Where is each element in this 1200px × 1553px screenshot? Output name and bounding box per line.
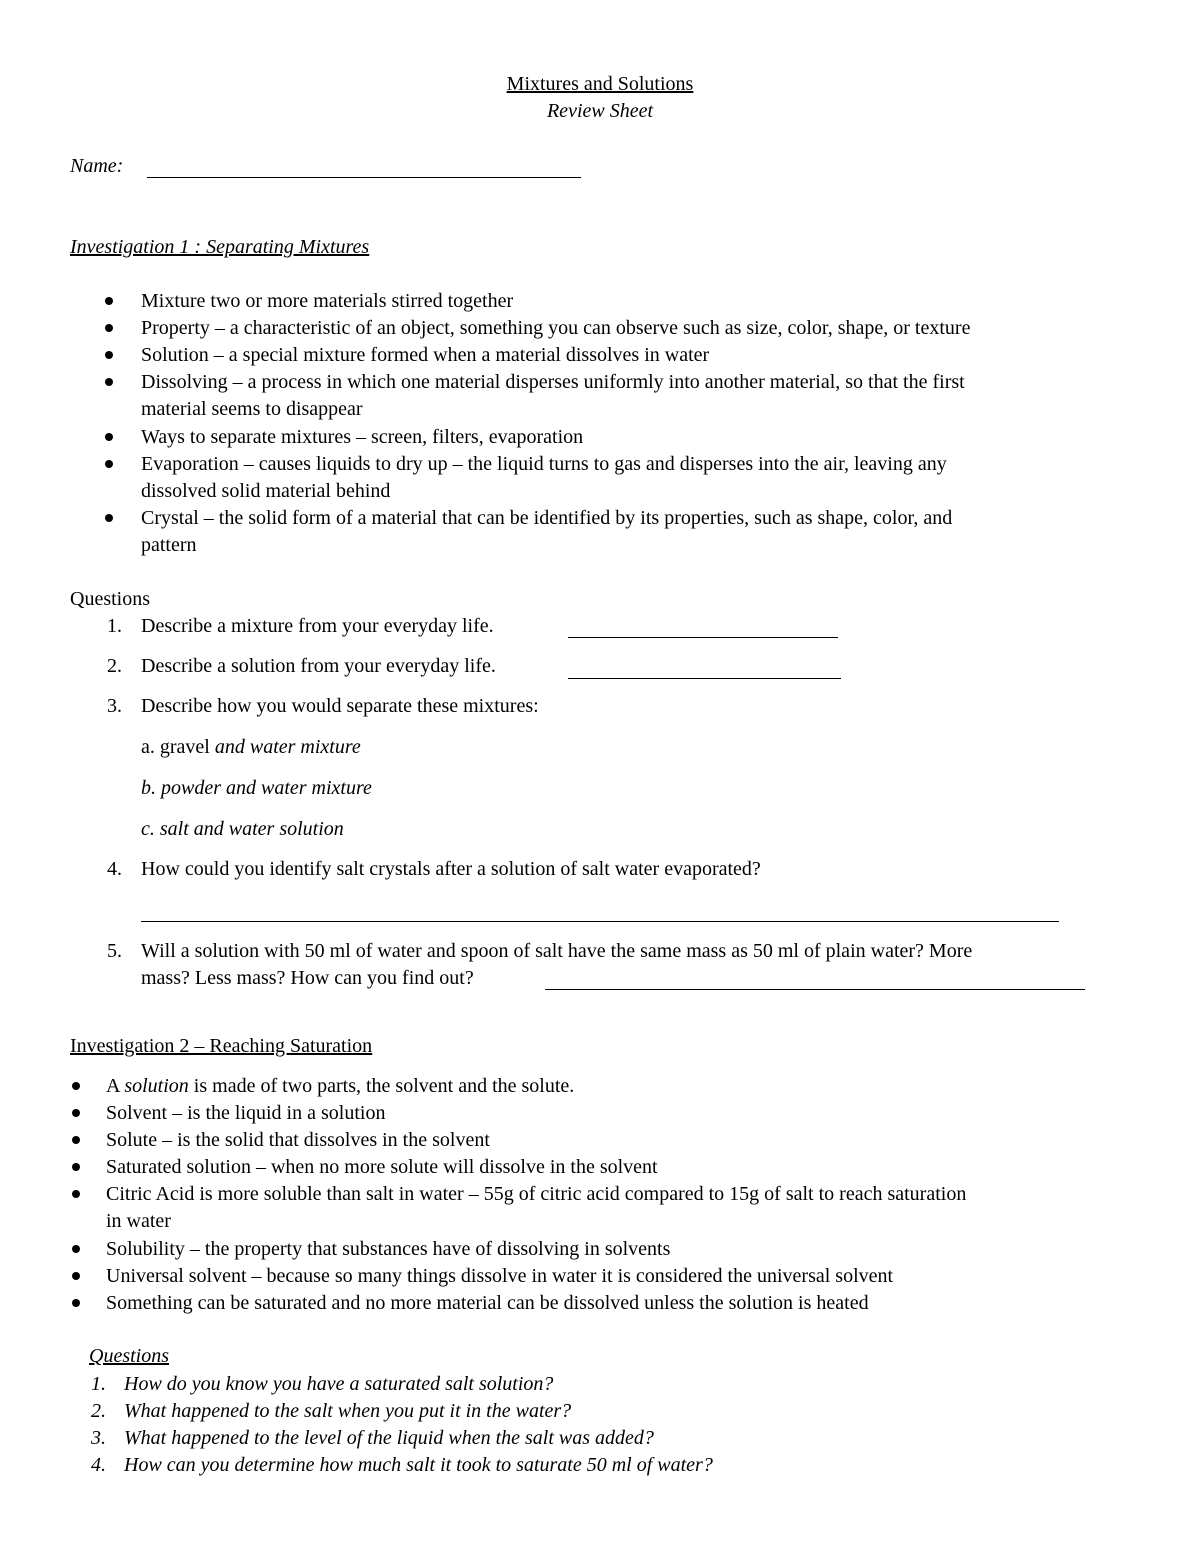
list-item-continuation: dissolved solid material behind bbox=[141, 480, 391, 502]
question-number: 2. bbox=[107, 655, 122, 677]
bullet-icon bbox=[72, 1136, 80, 1144]
page-subtitle: Review Sheet bbox=[546, 100, 654, 122]
list-item: Saturated solution – when no more solute will dissolve in the solvent bbox=[106, 1156, 658, 1178]
questions-label: Questions bbox=[70, 588, 150, 610]
list-item-continuation: material seems to disappear bbox=[141, 398, 363, 420]
list-item: Dissolving – a process in which one material disperses uniformly into another material, so that the first bbox=[141, 371, 965, 393]
question-5-text: Will a solution with 50 ml of water and spoon of salt have the same mass as 50 ml of plain water? More bbox=[141, 940, 973, 962]
list-item-emphasis: solution bbox=[124, 1075, 189, 1097]
list-item: Solubility – the property that substances have of dissolving in solvents bbox=[106, 1238, 671, 1260]
bullet-icon bbox=[72, 1299, 80, 1307]
bullet-icon bbox=[72, 1245, 80, 1253]
page-title: Mixtures and Solutions bbox=[506, 73, 694, 95]
part-a-prefix: a. gravel bbox=[141, 736, 215, 758]
list-item-continuation: pattern bbox=[141, 534, 197, 556]
question-number: 1. bbox=[91, 1373, 106, 1395]
investigation-2-heading: Investigation 2 – Reaching Saturation bbox=[70, 1035, 373, 1057]
investigation-1-heading: Investigation 1 : Separating Mixtures bbox=[70, 236, 370, 258]
bullet-icon bbox=[105, 297, 113, 305]
question-number: 4. bbox=[107, 858, 122, 880]
question-3-part-b: b. powder and water mixture bbox=[141, 777, 372, 799]
list-item: Universal solvent – because so many things dissolve in water it is considered the universal solvent bbox=[106, 1265, 894, 1287]
list-item: Solution – a special mixture formed when a material dissolves in water bbox=[141, 344, 710, 366]
question-3-text: Describe how you would separate these mixtures: bbox=[141, 695, 539, 717]
list-item: Solvent – is the liquid in a solution bbox=[106, 1102, 386, 1124]
name-label: Name: bbox=[70, 155, 124, 177]
bullet-icon bbox=[72, 1109, 80, 1117]
question-5-text-continuation: mass? Less mass? How can you find out? bbox=[141, 967, 474, 989]
question-1-text: Describe a mixture from your everyday life. bbox=[141, 615, 494, 637]
questions-label: Questions bbox=[89, 1345, 169, 1367]
list-item: Ways to separate mixtures – screen, filters, evaporation bbox=[141, 426, 584, 448]
list-item: Property – a characteristic of an object, something you can observe such as size, color, shape, or texture bbox=[141, 317, 971, 339]
question-number: 1. bbox=[107, 615, 122, 637]
bullet-icon bbox=[105, 514, 113, 522]
list-item: Mixture two or more materials stirred together bbox=[141, 290, 514, 312]
question-number: 2. bbox=[91, 1400, 106, 1422]
question-number: 5. bbox=[107, 940, 122, 962]
list-item: How do you know you have a saturated salt solution? bbox=[124, 1373, 554, 1395]
question-5-answer-line[interactable] bbox=[545, 989, 1085, 990]
list-item: What happened to the salt when you put it in the water? bbox=[124, 1400, 572, 1422]
list-item: How can you determine how much salt it took to saturate 50 ml of water? bbox=[124, 1454, 713, 1476]
question-number: 3. bbox=[91, 1427, 106, 1449]
list-item: Evaporation – causes liquids to dry up – the liquid turns to gas and disperses into the air, leaving any bbox=[141, 453, 947, 475]
bullet-icon bbox=[105, 351, 113, 359]
question-4-answer-line[interactable] bbox=[141, 921, 1059, 922]
bullet-icon bbox=[72, 1190, 80, 1198]
question-2-answer-line[interactable] bbox=[568, 678, 841, 679]
bullet-icon bbox=[72, 1272, 80, 1280]
list-item-continuation: in water bbox=[106, 1210, 171, 1232]
bullet-icon bbox=[105, 433, 113, 441]
list-item: Solute – is the solid that dissolves in the solvent bbox=[106, 1129, 490, 1151]
list-item: What happened to the level of the liquid when the salt was added? bbox=[124, 1427, 654, 1449]
list-item-text: is made of two parts, the solvent and the solute. bbox=[188, 1075, 575, 1097]
question-3-part-a bbox=[141, 736, 361, 759]
question-4-text: How could you identify salt crystals after a solution of salt water evaporated? bbox=[141, 858, 761, 880]
question-number: 4. bbox=[91, 1454, 106, 1476]
question-number: 3. bbox=[107, 695, 122, 717]
list-item: Something can be saturated and no more material can be dissolved unless the solution is heated bbox=[106, 1292, 869, 1314]
bullet-icon bbox=[105, 460, 113, 468]
list-item bbox=[106, 1075, 574, 1098]
list-item: Crystal – the solid form of a material that can be identified by its properties, such as shape, color, and bbox=[141, 507, 953, 529]
part-a-italic: and water mixture bbox=[214, 736, 361, 758]
question-2-text: Describe a solution from your everyday life. bbox=[141, 655, 496, 677]
question-1-answer-line[interactable] bbox=[568, 637, 838, 638]
question-3-part-c: c. salt and water solution bbox=[141, 818, 344, 840]
bullet-icon bbox=[105, 324, 113, 332]
list-item: Citric Acid is more soluble than salt in water – 55g of citric acid compared to 15g of salt to reach saturation bbox=[106, 1183, 967, 1205]
list-item-text: A bbox=[106, 1075, 125, 1097]
bullet-icon bbox=[72, 1163, 80, 1171]
bullet-icon bbox=[72, 1082, 80, 1090]
bullet-icon bbox=[105, 378, 113, 386]
name-field[interactable] bbox=[147, 177, 581, 178]
